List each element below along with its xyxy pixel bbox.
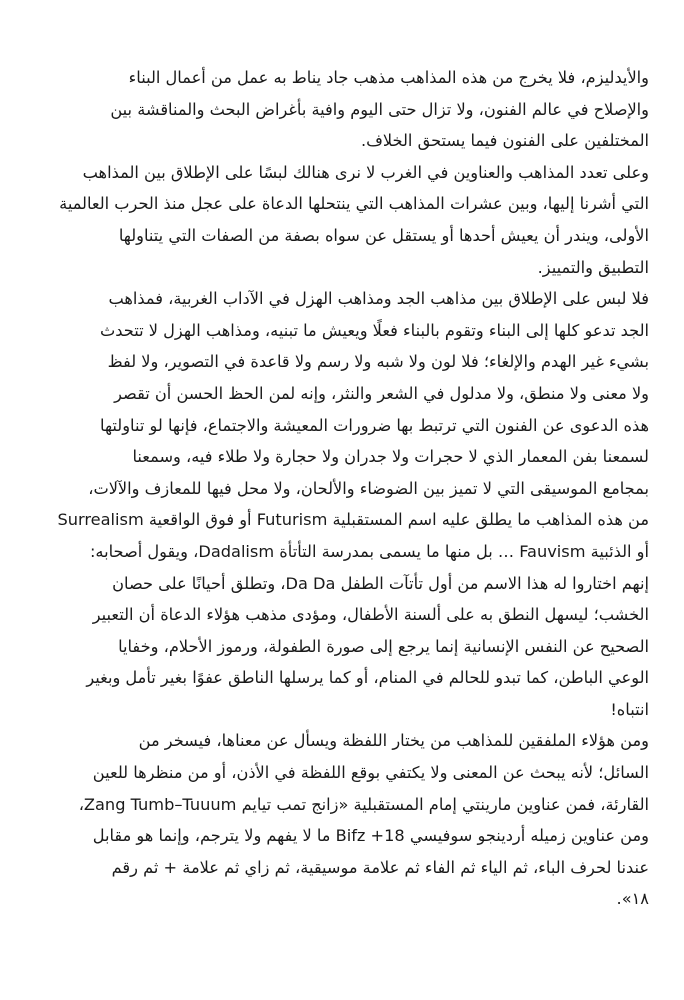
- paragraph-schools-intro: والأيدليزم، فلا يخرج من هذه المذاهب مذهب جاد يناط به عمل من أعمال البناء والإصلاح في عالم الفنون، ولا تزال حتى اليوم وافية بأغراض البحث والمناقشة بين المختلفين على الفنون فيما يستحق الخلاف.: [110, 68, 649, 151]
- document-page: [35, 62, 649, 978]
- paragraph-futurist-titles: ومن هؤلاء الملفقين للمذاهب من يختار اللفظة ويسأل عن معناها، فيسخر من السائل؛ لأنه يبحث عن المعنى ولا يكتفي بوقع اللفظة في الأذن، أو من منظرها للعين القارئة، فمن عناوين مارينتي إمام المستقبلية «زانج تمب تيايم Zang Tumb–Tuuum، ومن عناوين زميله أردينجو سوفيسي Bifz +18 ما لا يفهم ولا يترجم، وإنما هو مقابل عندنا لحرف الباء، ثم الياء ثم الفاء ثم علامة موسيقية، ثم زاي ثم علامة + ثم رقم ١٨».: [78, 731, 649, 909]
- paragraph-western-schools: وعلى تعدد المذاهب والعناوين في الغرب لا نرى هنالك لبسًا على الإطلاق بين المذاهب التي أشرنا إليها، وبين عشرات المذاهب التي ينتحلها الدعاة على عجل منذ الحرب العالمية الأولى، ويندر أن يعيش أحدها أو يستقل عن سواه بصفة من الصفات التي يتناولها التطبيق والتمييز.: [59, 162, 649, 277]
- paragraph-serious-vs-playful: فلا لبس على الإطلاق بين مذاهب الجد ومذاهب الهزل في الآداب الغربية، فمذاهب الجد تدعو كلها إلى البناء وتقوم بالبناء فعلًا ويعيش ما تبنيه، ومذاهب الهزل لا تتحدث بشيء غير الهدم والإلغاء؛ فلا لون ولا شبه ولا رسم ولا قاعدة في التصوير، ولا لفظ ولا معنى ولا منطق، ولا مدلول في الشعر والنثر، وإنه لمن الحظ الحسن أن تقصر هذه الدعوى عن الفنون التي ترتبط بها ضرورات المعيشة والاجتماع، فإنها لو تناولتها لسمعنا بفن المعمار الذي لا حجرات ولا جدران ولا حجارة ولا طلاء فيه، وسمعنا بمجامع الموسيقى التي لا تميز بين الضوضاء والألحان، ولا محل فيها للمعازف والآلات، من هذه المذاهب ما يطلق عليه اسم المستقبلية Futurism أو فوق الواقعية Surrealism أو الذئبية Fauvism … بل منها ما يسمى بمدرسة التأتأة Dadalism، ويقول أصحابه: إنهم اختاروا له هذا الاسم من أول تأتآت الطفل Da Da، وتطلق أحيانًا على حصان الخشب؛ ليسهل النطق به على ألسنة الأطفال، ومؤدى مذهب هؤلاء الدعاة أن التعبير الصحيح عن النفس الإنسانية إنما يرجع إلى صورة الطفولة، ورموز الأحلام، وخفايا الوعي الباطن، كما تبدو للحالم في المنام، أو كما يرسلها الناطق عفوًا بغير تأمل وبغير انتباه!: [57, 289, 649, 719]
